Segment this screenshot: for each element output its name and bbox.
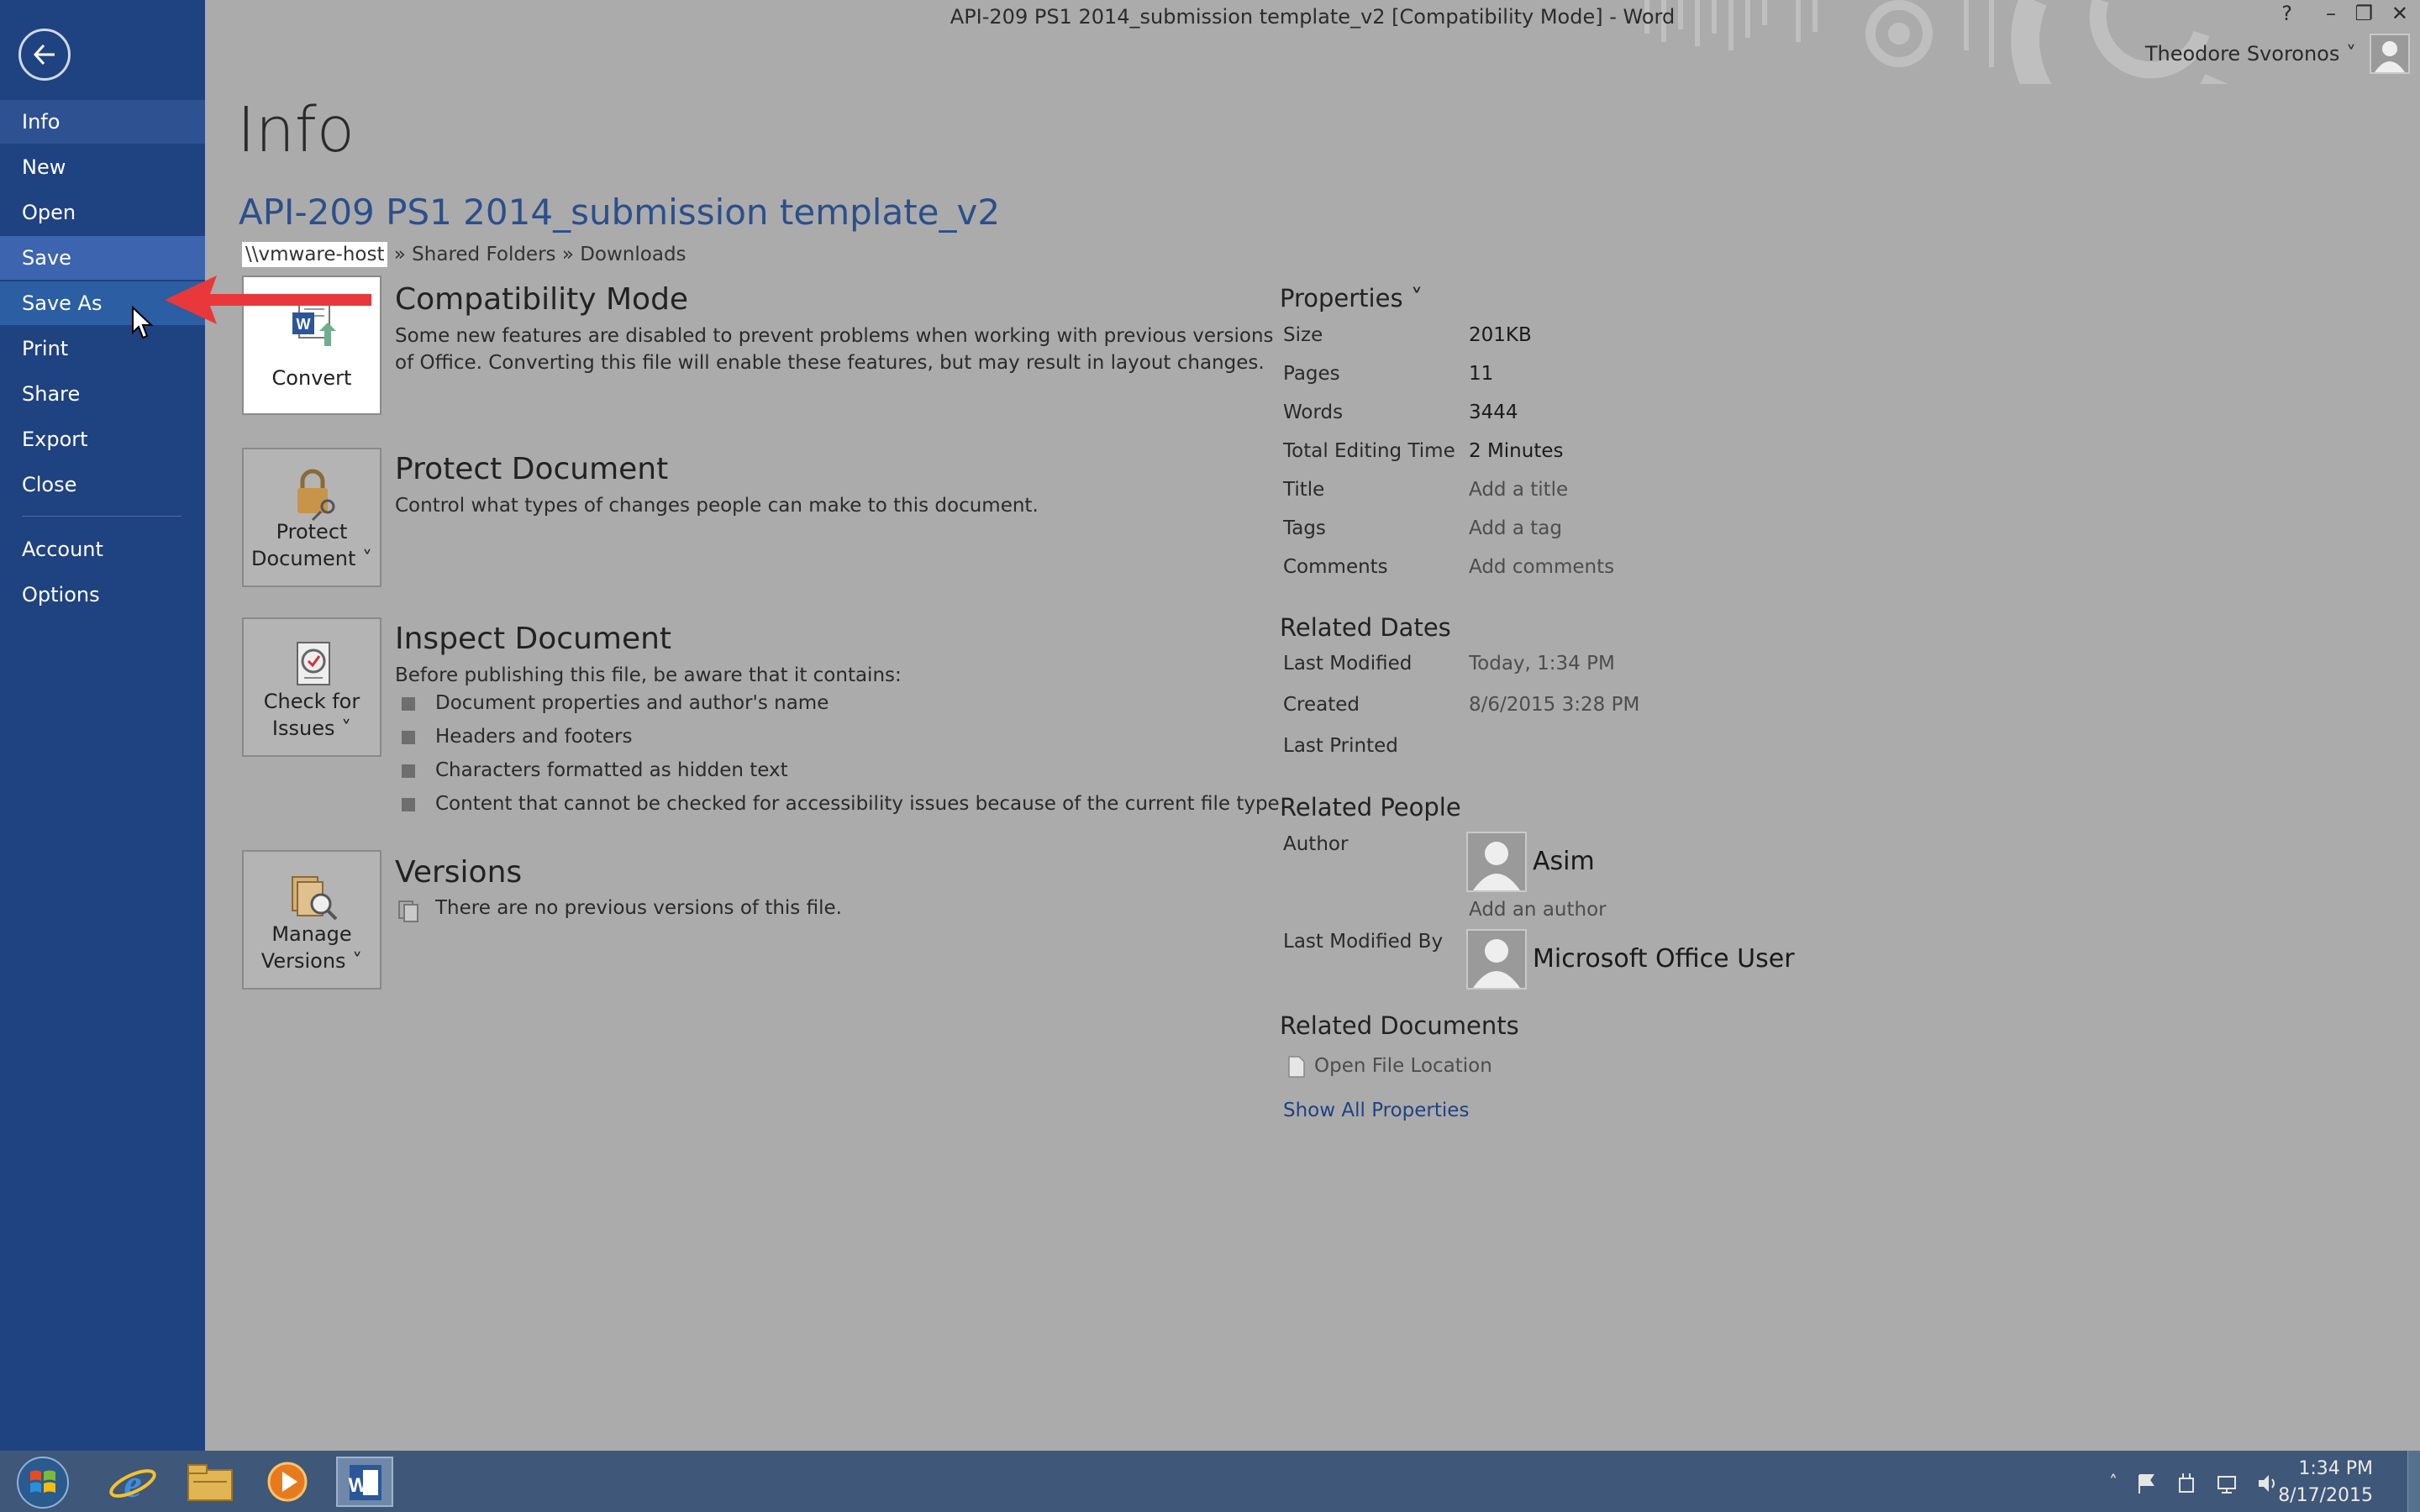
prop-label-title: Title bbox=[1283, 479, 1325, 501]
prop-label-created: Created bbox=[1283, 694, 1360, 716]
last-modified-by-avatar[interactable] bbox=[1466, 929, 1527, 990]
sidebar-item-new[interactable]: New bbox=[22, 155, 66, 179]
show-desktop-button[interactable] bbox=[2407, 1451, 2420, 1512]
media-player-icon[interactable] bbox=[259, 1457, 316, 1507]
prop-label-editing-time: Total Editing Time bbox=[1283, 440, 1455, 462]
title-input[interactable]: Add a title bbox=[1469, 479, 1569, 501]
inspect-document-heading: Inspect Document bbox=[395, 622, 672, 656]
windows-start-icon[interactable] bbox=[13, 1455, 72, 1510]
network-icon[interactable] bbox=[2215, 1472, 2238, 1495]
versions-heading: Versions bbox=[395, 855, 523, 890]
prop-label-comments: Comments bbox=[1283, 556, 1388, 578]
author-name[interactable]: Asim bbox=[1533, 847, 1595, 876]
inspect-document-text: Before publishing this file, be aware that it contains: bbox=[395, 664, 902, 686]
help-button[interactable]: ? bbox=[2281, 2, 2292, 25]
compatibility-text-line1: Some new features are disabled to prevent problems when working with previous versions bbox=[395, 325, 1274, 347]
compatibility-mode-heading: Compatibility Mode bbox=[395, 282, 689, 317]
check-issues-label-line2: Issues ˅ bbox=[271, 717, 352, 740]
svg-text:W: W bbox=[296, 316, 311, 333]
mouse-pointer-icon bbox=[131, 306, 155, 341]
document-title: API-209 PS1 2014_submission template_v2 bbox=[239, 192, 1001, 233]
svg-text:e: e bbox=[124, 1462, 142, 1506]
close-button[interactable]: ✕ bbox=[2391, 2, 2408, 25]
check-for-issues-button[interactable] bbox=[242, 617, 381, 757]
sidebar-item-save-as[interactable]: Save As bbox=[0, 281, 205, 325]
restore-button[interactable]: ❐ bbox=[2354, 2, 2373, 25]
sidebar-item-options[interactable]: Options bbox=[22, 583, 100, 606]
bullet-square bbox=[402, 731, 415, 744]
manage-versions-button[interactable] bbox=[242, 850, 381, 990]
file-location-icon bbox=[1287, 1055, 1306, 1079]
related-dates-heading: Related Dates bbox=[1280, 613, 1451, 642]
bullet-square bbox=[402, 697, 415, 711]
bullet-square bbox=[402, 798, 415, 811]
prop-label-author: Author bbox=[1283, 833, 1349, 855]
prop-label-size: Size bbox=[1283, 324, 1323, 346]
action-center-flag-icon[interactable] bbox=[2134, 1472, 2158, 1495]
sidebar-item-info[interactable]: Info bbox=[0, 100, 205, 144]
versions-text: There are no previous versions of this file. bbox=[435, 897, 842, 919]
window-title: API-209 PS1 2014_submission template_v2 [Compatibility Mode] - Word bbox=[950, 5, 1676, 29]
sidebar-item-open[interactable]: Open bbox=[22, 201, 76, 224]
prop-value-size: 201KB bbox=[1469, 324, 1532, 346]
prop-label-last-printed: Last Printed bbox=[1283, 735, 1398, 757]
lock-key-icon bbox=[284, 466, 343, 525]
sidebar-item-account[interactable]: Account bbox=[22, 538, 103, 561]
prop-label-last-modified: Last Modified bbox=[1283, 653, 1413, 675]
bullet-square bbox=[402, 764, 415, 778]
prop-label-tags: Tags bbox=[1283, 517, 1326, 539]
protect-label-line2: Document ˅ bbox=[251, 547, 372, 570]
manage-versions-label-line2: Versions ˅ bbox=[260, 949, 363, 973]
show-all-properties-link[interactable]: Show All Properties bbox=[1283, 1100, 1470, 1121]
open-file-location-link[interactable]: Open File Location bbox=[1314, 1055, 1492, 1077]
convert-label: Convert bbox=[271, 366, 352, 390]
author-avatar[interactable] bbox=[1466, 832, 1527, 892]
versions-magnifier-icon bbox=[284, 869, 343, 927]
word-taskbar-button[interactable] bbox=[336, 1457, 393, 1507]
minimize-button[interactable]: – bbox=[2326, 2, 2336, 25]
inspect-item: Document properties and author's name bbox=[435, 692, 829, 714]
prop-value-words: 3444 bbox=[1469, 402, 1518, 423]
power-plug-icon[interactable] bbox=[2175, 1472, 2198, 1495]
tray-expand-button[interactable]: ˄ bbox=[2109, 1472, 2118, 1492]
check-issues-label-line1: Check for bbox=[263, 690, 360, 713]
inspect-item: Characters formatted as hidden text bbox=[435, 759, 788, 781]
protect-document-button[interactable] bbox=[242, 448, 381, 587]
related-people-heading: Related People bbox=[1280, 793, 1461, 822]
prop-label-words: Words bbox=[1283, 402, 1344, 423]
sidebar-item-export[interactable]: Export bbox=[22, 428, 88, 451]
prop-label-pages: Pages bbox=[1283, 363, 1340, 385]
related-documents-heading: Related Documents bbox=[1280, 1011, 1519, 1040]
protect-document-heading: Protect Document bbox=[395, 452, 669, 486]
path-host[interactable]: \\vmware-host bbox=[242, 242, 387, 267]
inspect-item: Headers and footers bbox=[435, 726, 633, 748]
protect-document-text: Control what types of changes people can make to this document. bbox=[395, 495, 1039, 517]
inspect-checklist-icon bbox=[284, 636, 343, 695]
last-modified-by-name[interactable]: Microsoft Office User bbox=[1533, 944, 1795, 974]
word-icon bbox=[338, 1458, 392, 1505]
versions-document-icon bbox=[397, 899, 422, 922]
inspect-item: Content that cannot be checked for accessibility issues because of the current file type bbox=[435, 793, 1280, 815]
manage-versions-label-line1: Manage bbox=[271, 922, 352, 946]
prop-label-last-modified-by: Last Modified By bbox=[1283, 931, 1444, 953]
red-annotation-arrow bbox=[165, 272, 375, 328]
prop-value-editing-time: 2 Minutes bbox=[1469, 440, 1564, 462]
volume-icon[interactable] bbox=[2255, 1472, 2279, 1495]
path-folders[interactable]: » Shared Folders » Downloads bbox=[387, 244, 687, 265]
properties-dropdown[interactable]: Properties ˅ bbox=[1280, 284, 1423, 312]
add-author-input[interactable]: Add an author bbox=[1469, 899, 1607, 921]
prop-value-created: 8/6/2015 3:28 PM bbox=[1469, 694, 1640, 716]
comments-input[interactable]: Add comments bbox=[1469, 556, 1615, 578]
prop-value-pages: 11 bbox=[1469, 363, 1494, 385]
sidebar-item-close[interactable]: Close bbox=[22, 473, 77, 496]
internet-explorer-icon[interactable] bbox=[104, 1457, 161, 1507]
clock-date[interactable]: 8/17/2015 bbox=[2278, 1485, 2373, 1506]
user-account-menu[interactable]: Theodore Svoronos ˅ bbox=[2144, 42, 2356, 66]
compatibility-text-line2: of Office. Converting this file will enable these features, but may result in layout changes. bbox=[395, 352, 1265, 374]
sidebar-divider bbox=[22, 516, 182, 517]
protect-label-line1: Protect bbox=[276, 520, 348, 543]
svg-text:W: W bbox=[348, 1474, 368, 1497]
user-avatar[interactable] bbox=[2370, 34, 2410, 74]
clock-time[interactable]: 1:34 PM bbox=[2298, 1458, 2373, 1479]
sidebar-item-print[interactable]: Print bbox=[22, 337, 69, 360]
sidebar-item-share[interactable]: Share bbox=[22, 382, 81, 406]
file-path-breadcrumb[interactable] bbox=[242, 244, 687, 265]
file-explorer-icon[interactable] bbox=[182, 1457, 239, 1507]
page-title: Info bbox=[237, 94, 355, 166]
tags-input[interactable]: Add a tag bbox=[1469, 517, 1562, 539]
sidebar-item-save[interactable]: Save bbox=[0, 236, 205, 280]
prop-value-last-modified: Today, 1:34 PM bbox=[1469, 653, 1615, 675]
back-arrow-icon[interactable] bbox=[18, 29, 71, 81]
